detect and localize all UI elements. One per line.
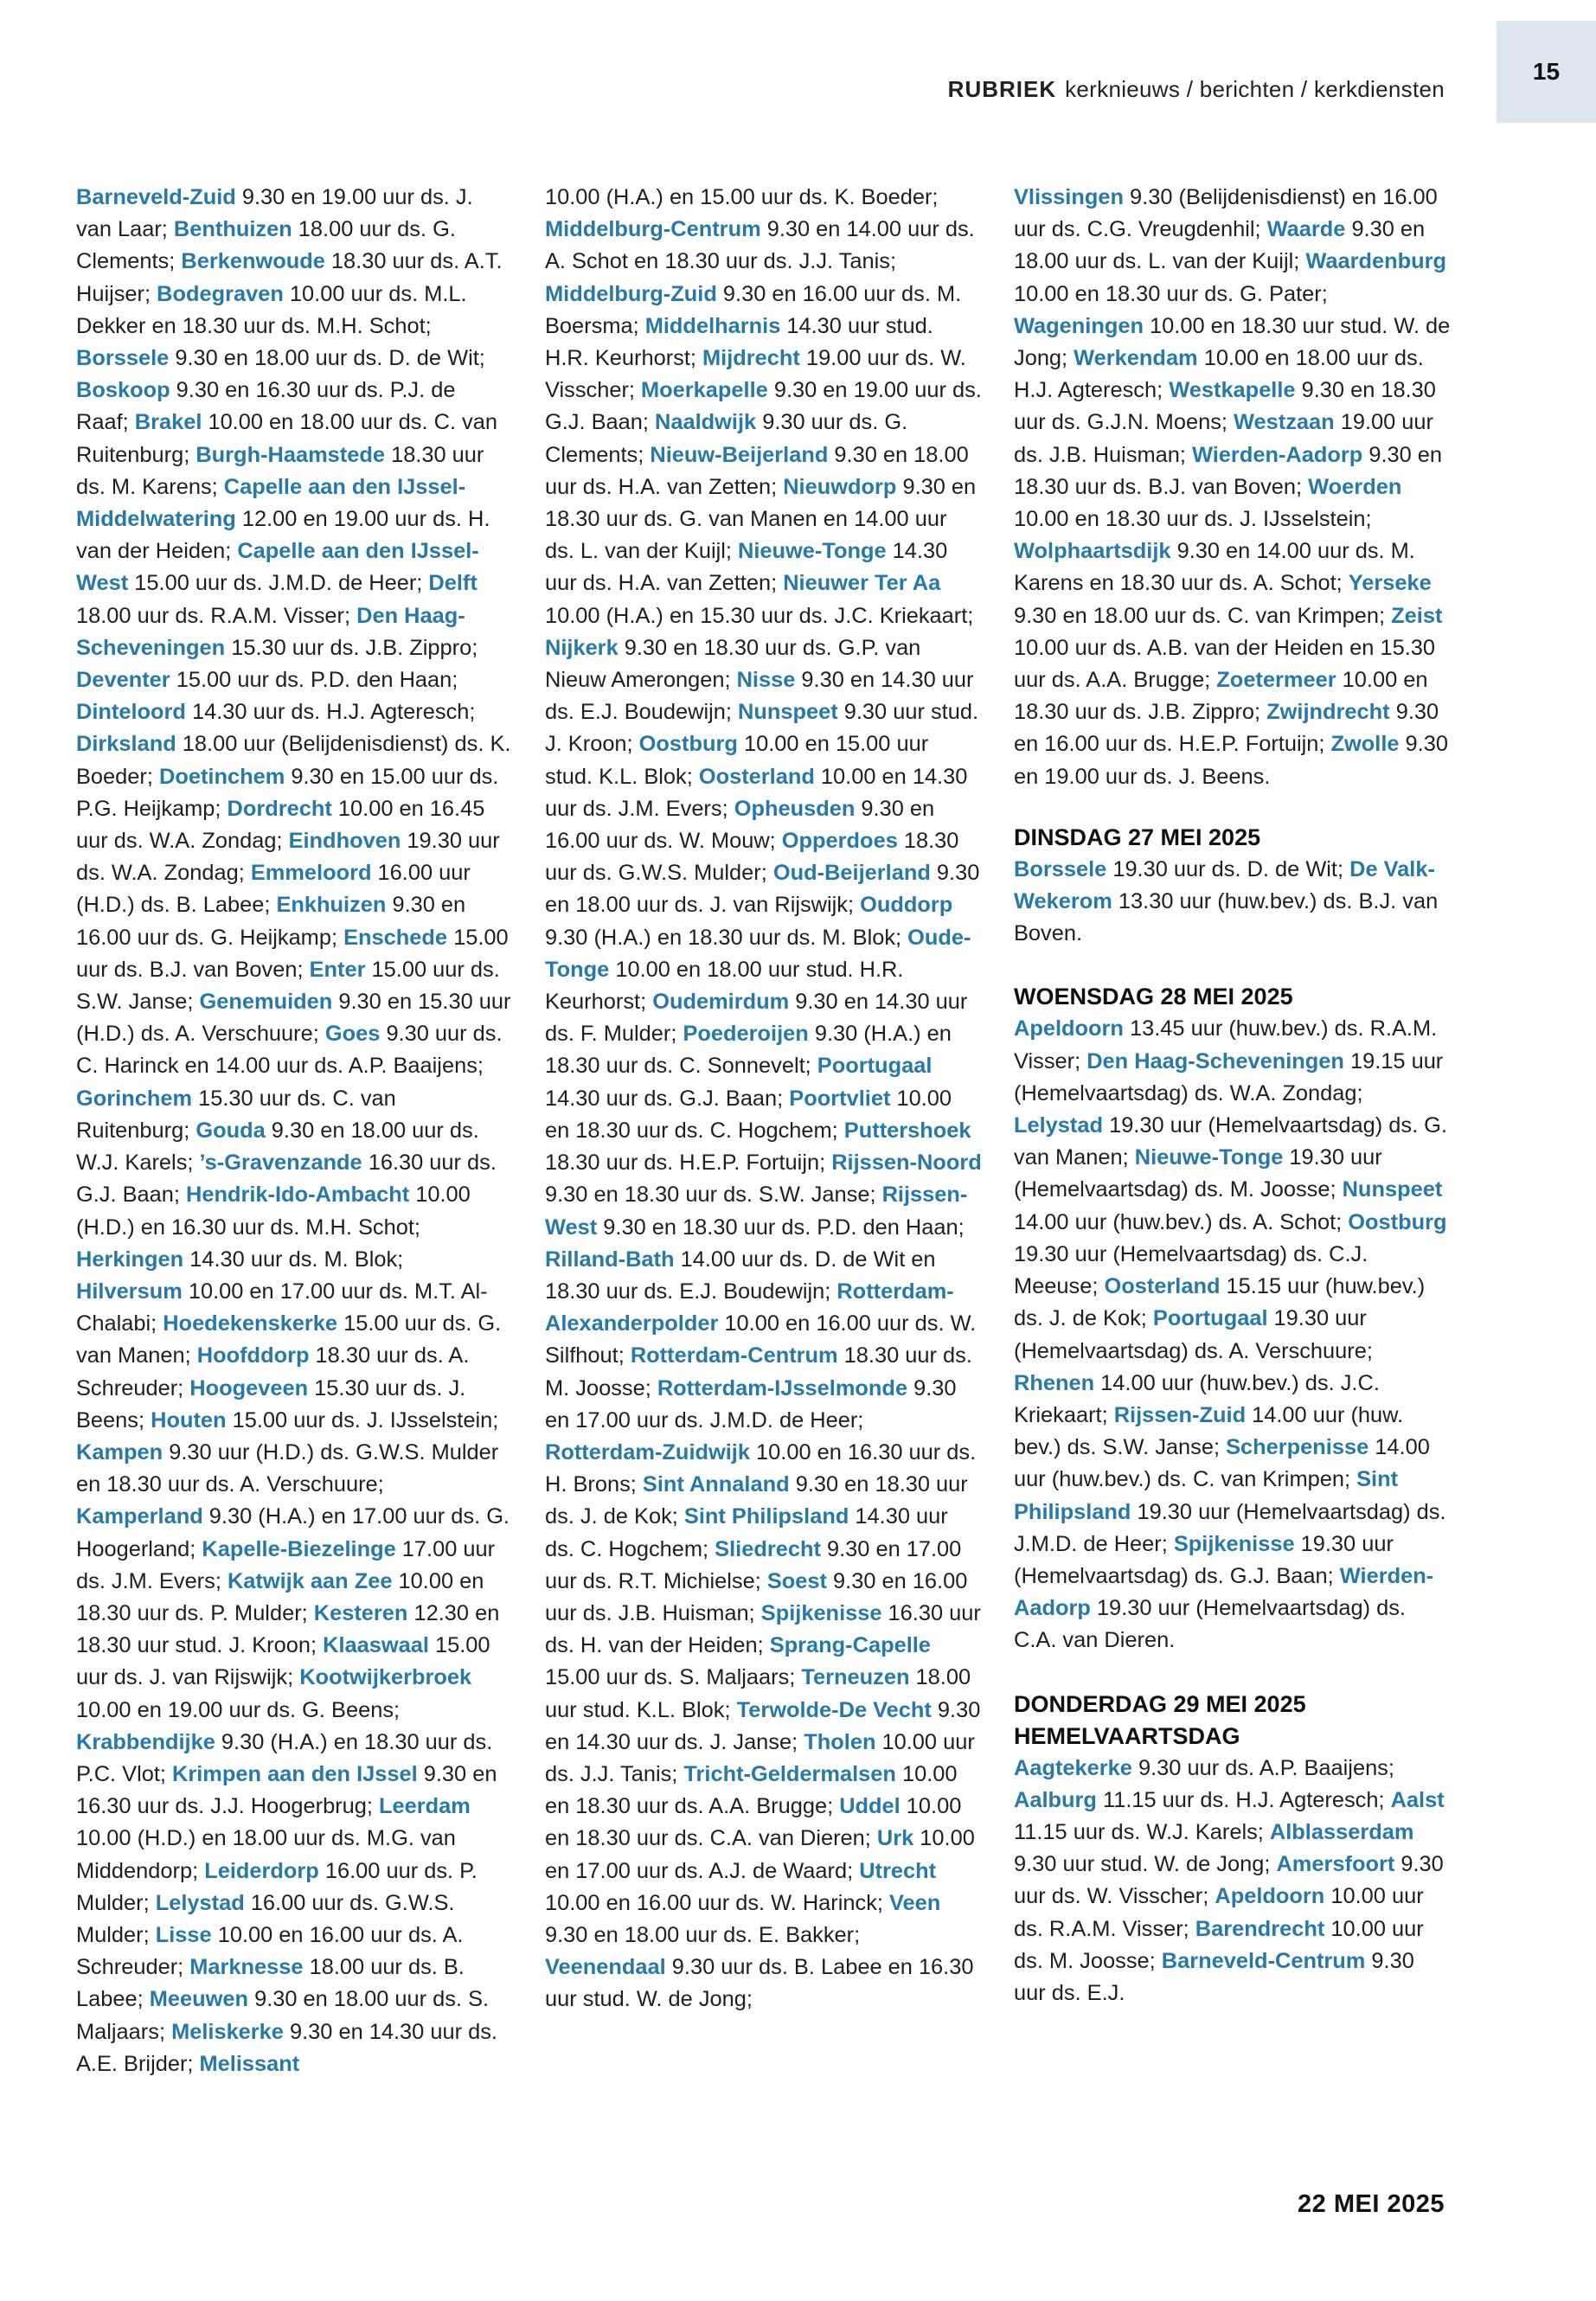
service-details: 9.30 (Belijdenisdienst) en 16.00 uur ds. C.G. Vreugdenhil; <box>1014 185 1438 242</box>
place-name: Kesteren <box>313 1600 408 1625</box>
place-name: Vlissingen <box>1014 185 1124 209</box>
place-name: Westkapelle <box>1169 378 1296 403</box>
service-details: 10.00 en 18.30 uur ds. A.A. Brugge; <box>545 1761 958 1819</box>
service-details: 9.30 en 18.00 uur ds. S. Maljaars; <box>76 1987 490 2044</box>
place-name: Gouda <box>195 1118 266 1143</box>
sunday-services-part2 <box>545 182 982 2016</box>
service-details: 10.00 en 18.30 uur ds. C. Hogchem; <box>545 1086 952 1143</box>
place-name: Poortugaal <box>817 1054 933 1079</box>
place-name: Wierden-Aadorp <box>1014 1563 1434 1621</box>
service-details: 10.00 uur ds. M.L. Dekker en 18.30 uur ds. M.H. Schot; <box>76 281 467 338</box>
service-details: 14.30 uur ds. C. Hogchem; <box>545 1504 948 1561</box>
place-name: Oosterland <box>698 764 815 789</box>
service-details: 9.30 en 16.30 uur ds. J.J. Hoogerbrug; <box>76 1761 497 1819</box>
place-name: Middelburg-Centrum <box>545 217 761 242</box>
place-name: Oud-Beijerland <box>772 861 931 886</box>
service-details: 18.30 uur ds. H.E.P. Fortuijn; <box>545 1150 832 1176</box>
service-details: 13.30 uur (huw.bev.) ds. B.J. van Boven. <box>1014 889 1439 946</box>
service-details: 10.00 en 18.30 uur stud. W. de Jong; <box>1014 313 1451 371</box>
place-name: Lelystad <box>1014 1113 1104 1138</box>
place-name: Alblasserdam <box>1269 1819 1414 1844</box>
place-name: Rotterdam-Centrum <box>630 1343 838 1368</box>
place-name: De Valk-Wekerom <box>1014 856 1435 914</box>
service-details: 9.30 en 15.30 uur (H.D.) ds. A. Verschuure; <box>76 990 511 1047</box>
service-details: 9.30 (H.A.) en 17.00 uur ds. G. Hoogerland; <box>76 1504 510 1561</box>
service-details: 9.30 uur ds. G. Clements; <box>545 410 908 467</box>
place-name: Urk <box>876 1826 914 1851</box>
place-name: Hilversum <box>76 1279 183 1304</box>
service-details: 9.30 en 15.00 uur ds. P.G. Heijkamp; <box>76 764 499 821</box>
place-name: Rotterdam-Zuidwijk <box>545 1439 750 1465</box>
place-name: Spijkenisse <box>1173 1531 1295 1556</box>
service-details: 19.15 uur (Hemelvaartsdag) ds. W.A. Zondag; <box>1014 1048 1444 1106</box>
service-details: 10.00 en 19.00 uur ds. G. Beens; <box>76 1697 401 1722</box>
place-name: Poortvliet <box>789 1086 891 1111</box>
service-details: 9.30 en 17.00 uur ds. J.M.D. de Heer; <box>545 1375 957 1433</box>
place-name: Oude-Tonge <box>545 925 971 982</box>
service-details: 9.30 uur ds. A.P. Baaijens; <box>1131 1755 1394 1780</box>
place-name: Nijkerk <box>545 635 619 660</box>
place-name: Krabbendijke <box>76 1729 215 1754</box>
service-details: 9.30 en 18.30 uur ds. G. van Manen en 14.00 uur ds. L. van der Kuijl; <box>545 474 977 564</box>
service-details: 9.30 en 14.30 uur ds. A.E. Brijder; <box>76 2019 497 2076</box>
place-name: Den Haag-Scheveningen <box>76 603 465 660</box>
place-name: Meliskerke <box>171 2019 284 2044</box>
place-name: Nisse <box>736 668 796 693</box>
place-name: Utrecht <box>859 1858 937 1883</box>
column-3 <box>1014 182 1451 2009</box>
place-name: Apeldoorn <box>1215 1884 1325 1909</box>
place-name: Terneuzen <box>801 1665 910 1690</box>
rubriek-label: RUBRIEK <box>947 76 1057 102</box>
service-details: 10.00 en 18.30 uur ds. J. IJsselstein; <box>1014 507 1372 532</box>
place-name: Dirksland <box>76 732 176 757</box>
place-name: Herkingen <box>76 1247 184 1272</box>
service-details: 19.30 uur ds. W.A. Zondag; <box>76 829 500 886</box>
place-name: Sint Philipsland <box>683 1504 849 1529</box>
service-details: 9.30 en 18.00 uur ds. H.A. van Zetten; <box>545 442 969 499</box>
place-name: Rijssen-West <box>545 1183 968 1240</box>
service-details: 19.30 uur (Hemelvaartsdag) ds. G.J. Baan; <box>1014 1531 1394 1588</box>
place-name: Goes <box>324 1022 381 1047</box>
place-name: Meeuwen <box>149 1987 249 2012</box>
place-name: Capelle aan den IJssel-West <box>76 539 479 596</box>
service-details: 13.45 uur (huw.bev.) ds. R.A.M. Visser; <box>1014 1016 1438 1074</box>
sunday-services-part1 <box>76 182 513 2080</box>
service-details: 10.00 (H.D.) en 16.30 uur ds. M.H. Schot; <box>76 1183 471 1240</box>
place-name: Opheusden <box>734 796 856 821</box>
place-name: Rijssen-Zuid <box>1113 1402 1247 1427</box>
place-name: Wolphaartsdijk <box>1014 539 1171 564</box>
service-details: 16.00 uur (H.D.) ds. B. Labee; <box>76 861 471 918</box>
service-details: 9.30 en 14.30 uur ds. F. Mulder; <box>545 990 968 1047</box>
place-name: Tholen <box>804 1729 876 1754</box>
service-details: 9.30 en 18.30 uur ds. B.J. van Boven; <box>1014 442 1443 499</box>
service-details: 9.30 en 18.30 uur ds. G.J.N. Moens; <box>1014 378 1436 435</box>
service-details: 10.00 en 16.45 uur ds. W.A. Zondag; <box>76 796 485 854</box>
service-details: 9.30 en 16.00 uur ds. G. Heijkamp; <box>76 893 466 950</box>
day-heading-wednesday: WOENSDAG 28 MEI 2025 <box>1014 984 1293 1010</box>
service-details: 10.00 (H.A.) en 15.30 uur ds. J.C. Kriekaart; <box>545 603 974 628</box>
page-number: 15 <box>1532 58 1561 85</box>
place-name: Delft <box>428 571 478 596</box>
service-details: 9.30 en 18.00 uur ds. D. de Wit; <box>169 346 485 371</box>
service-details: 9.30 en 16.00 uur ds. H.E.P. Fortuijn; <box>1014 700 1439 757</box>
place-name: Enschede <box>343 925 448 950</box>
service-details: 14.00 uur (huw.bev.) ds. C. van Krimpen; <box>1014 1435 1430 1492</box>
service-details: 10.00 en 16.00 uur ds. A. Schreuder; <box>76 1922 464 1980</box>
service-details: 19.00 uur ds. J.B. Huisman; <box>1014 410 1434 467</box>
place-name: Kapelle-Biezelinge <box>202 1536 396 1561</box>
service-details: 18.00 uur stud. K.L. Blok; <box>545 1665 971 1722</box>
place-name: Enter <box>309 957 366 982</box>
service-details: 14.30 uur ds. G.J. Baan; <box>545 1086 790 1111</box>
service-details: 14.30 uur stud. H.R. Keurhorst; <box>545 313 933 371</box>
place-name: Berkenwoude <box>181 249 325 274</box>
service-details: 9.30 en 16.00 uur ds. M. Boersma; <box>545 281 962 338</box>
place-name: Genemuiden <box>199 990 333 1015</box>
place-name: Aalburg <box>1014 1787 1097 1812</box>
service-details: 14.30 uur ds. H.J. Agteresch; <box>185 700 476 725</box>
service-details: 9.30 en 19.00 uur ds. J. Beens. <box>1014 732 1448 789</box>
service-details: 9.30 uur stud. W. de Jong; <box>1014 1852 1277 1877</box>
day-heading-tuesday: DINSDAG 27 MEI 2025 <box>1014 824 1261 850</box>
service-details: 9.30 en 14.00 uur ds. M. Karens en 18.30 uur ds. A. Schot; <box>1014 539 1415 596</box>
service-details: 9.30 en 14.30 uur ds. E.J. Boudewijn; <box>545 668 974 725</box>
place-name: Leerdam <box>379 1794 471 1819</box>
service-details: 15.00 uur ds. J. van Rijswijk; <box>76 1633 490 1690</box>
place-name: Marknesse <box>189 1955 304 1980</box>
place-name: Katwijk aan Zee <box>227 1568 393 1593</box>
column-1 <box>76 182 513 2080</box>
place-name: Naaldwijk <box>655 410 757 435</box>
place-name: Poortugaal <box>1152 1306 1268 1331</box>
place-name: Rotterdam-IJsselmonde <box>657 1375 908 1400</box>
service-details: 11.15 uur ds. W.J. Karels; <box>1014 1819 1270 1844</box>
service-details: 9.30 en 19.00 uur ds. G.J. Baan; <box>545 378 982 435</box>
service-details: 15.00 uur ds. S.W. Janse; <box>76 957 500 1015</box>
service-details: 18.00 uur ds. R.A.M. Visser; <box>76 603 357 628</box>
service-details: 19.30 uur (Hemelvaartsdag) ds. J.M.D. de Heer; <box>1014 1499 1446 1556</box>
place-name: Veen <box>889 1890 941 1915</box>
place-name: Nieuwe-Tonge <box>1134 1145 1284 1170</box>
place-name: Eindhoven <box>288 829 401 854</box>
place-name: Nieuwdorp <box>783 474 897 499</box>
service-details: 9.30 en 16.00 uur ds. W. Mouw; <box>545 796 935 854</box>
place-name: Bodegraven <box>157 281 284 306</box>
service-details: 10.00 (H.A.) en 15.00 uur ds. K. Boeder; <box>545 185 939 209</box>
place-name: Wierden-Aadorp <box>1192 442 1363 467</box>
service-details: 18.00 uur ds. B. Labee; <box>76 1955 465 2012</box>
place-name: Middelburg-Zuid <box>545 281 717 306</box>
place-name: Sliedrecht <box>715 1536 821 1561</box>
service-details: 9.30 en 18.00 uur ds. J. van Rijswijk; <box>545 861 980 918</box>
service-details: 12.30 en 18.30 uur stud. J. Kroon; <box>76 1600 500 1658</box>
place-name: Ouddorp <box>860 893 953 918</box>
tuesday-services <box>1014 854 1451 951</box>
place-name: Den Haag-Scheveningen <box>1086 1048 1344 1074</box>
place-name: Oostburg <box>1348 1209 1447 1234</box>
place-name: Aalst <box>1390 1787 1445 1812</box>
service-details: 9.30 (H.A.) en 18.30 uur ds. C. Sonnevelt; <box>545 1022 952 1079</box>
service-details: 16.00 uur ds. G.W.S. Mulder; <box>76 1890 455 1947</box>
place-name: Lisse <box>155 1922 212 1947</box>
service-details: 10.00 en 17.00 uur ds. M.T. Al-Chalabi; <box>76 1279 488 1336</box>
service-details: 9.30 uur stud. J. Kroon; <box>545 700 979 757</box>
place-name: Klaaswaal <box>323 1633 429 1658</box>
place-name: Tricht-Geldermalsen <box>683 1761 896 1786</box>
place-name: Sprang-Capelle <box>769 1633 931 1658</box>
place-name: Capelle aan den IJssel-Middelwatering <box>76 474 466 532</box>
service-details: 11.15 uur ds. H.J. Agteresch; <box>1096 1787 1391 1812</box>
place-name: Spijkenisse <box>760 1600 882 1625</box>
service-details: 10.00 en 16.00 uur ds. W. Silfhout; <box>545 1311 977 1368</box>
service-details: 19.30 uur (Hemelvaartsdag) ds. M. Joosse; <box>1014 1145 1382 1202</box>
place-name: Emmeloord <box>250 861 372 886</box>
place-name: Brakel <box>134 410 202 435</box>
place-name: Sint Annaland <box>642 1472 790 1497</box>
service-details: 16.30 uur ds. G.J. Baan; <box>76 1150 497 1208</box>
service-details: 10.00 en 18.30 uur ds. P. Mulder; <box>76 1568 484 1625</box>
service-details: 15.30 uur ds. C. van Ruitenburg; <box>76 1086 396 1143</box>
service-details: 14.00 uur (huw.bev.) ds. J.C. Kriekaart; <box>1014 1370 1380 1427</box>
place-name: Hoofddorp <box>196 1343 310 1368</box>
day-heading-thursday <box>1014 1689 1451 1753</box>
service-details: 9.30 uur ds. C. Harinck en 14.00 uur ds. A.P. Baaijens; <box>76 1022 503 1079</box>
place-name: Waardenburg <box>1305 249 1447 274</box>
service-details: 18.00 uur ds. G. Clements; <box>76 217 456 274</box>
place-name: Oostburg <box>638 732 738 757</box>
place-name: Nieuwe-Tonge <box>738 539 887 564</box>
place-name: Apeldoorn <box>1014 1016 1124 1042</box>
service-details: 17.00 uur ds. J.M. Evers; <box>76 1536 496 1593</box>
service-details: 10.00 en 18.30 uur ds. C.A. van Dieren; <box>545 1794 962 1851</box>
service-details: 10.00 en 18.30 uur ds. J.B. Zippro; <box>1014 668 1428 725</box>
place-name: Sint Philipsland <box>1014 1467 1399 1524</box>
place-name: Leiderdorp <box>204 1858 319 1883</box>
service-details: 10.00 en 14.30 uur ds. J.M. Evers; <box>545 764 968 821</box>
place-name: Nieuwer Ter Aa <box>783 571 941 596</box>
service-details: 19.30 uur (Hemelvaartsdag) ds. C.J. Meeuse; <box>1014 1241 1368 1299</box>
service-details: 19.30 uur (Hemelvaartsdag) ds. G. van Manen; <box>1014 1113 1447 1170</box>
place-name: Boskoop <box>76 378 170 403</box>
place-name: Oudemirdum <box>652 990 790 1015</box>
service-details: 18.30 uur ds. M. Karens; <box>76 442 484 499</box>
service-details: 9.30 (H.A.) en 18.30 uur ds. P.C. Vlot; <box>76 1729 493 1786</box>
place-name: Barendrecht <box>1195 1916 1325 1941</box>
place-name: Borssele <box>76 346 170 371</box>
service-details: 12.00 en 19.00 uur ds. H. van der Heiden; <box>76 507 490 564</box>
service-details: 10.00 en 17.00 uur ds. A.J. de Waard; <box>545 1826 975 1883</box>
place-name: Hoogeveen <box>189 1375 309 1400</box>
service-details: 10.00 uur ds. M. Joosse; <box>1014 1916 1424 1973</box>
page-header <box>948 76 1445 103</box>
service-details: 18.00 uur (Belijdenisdienst) ds. K. Boeder; <box>76 732 511 789</box>
place-name: Melissant <box>199 2051 300 2076</box>
service-details: 15.00 uur ds. J.M.D. de Heer; <box>128 571 429 596</box>
service-details: 10.00 en 18.00 uur ds. H.J. Agteresch; <box>1014 346 1424 403</box>
service-details: 9.30 en 18.30 uur ds. P.D. den Haan; <box>597 1215 965 1240</box>
place-name: Zeist <box>1391 603 1443 628</box>
service-details: 10.00 uur ds. A.B. van der Heiden en 15.30 uur ds. A.A. Brugge; <box>1014 635 1435 693</box>
place-name: Terwolde-De Vecht <box>736 1697 932 1722</box>
service-details: 10.00 (H.D.) en 18.00 uur ds. M.G. van Middendorp; <box>76 1826 456 1883</box>
place-name: Scherpenisse <box>1226 1435 1369 1460</box>
service-details: 9.30 en 14.00 uur ds. A. Schot en 18.30 uur ds. J.J. Tanis; <box>545 217 975 274</box>
place-name: Dordrecht <box>227 796 332 821</box>
place-name: Barneveld-Zuid <box>76 185 236 209</box>
service-details: 14.30 uur ds. H.A. van Zetten; <box>545 539 948 596</box>
service-details: 15.30 uur ds. J.B. Zippro; <box>225 635 478 660</box>
place-name: Nieuw-Beijerland <box>650 442 829 467</box>
service-details: 15.00 uur ds. J. IJsselstein; <box>226 1407 499 1433</box>
service-details: 14.00 uur (huw.bev.) ds. A. Schot; <box>1014 1209 1349 1234</box>
place-name: Aagtekerke <box>1014 1755 1132 1780</box>
service-details: 15.30 uur ds. J. Beens; <box>76 1375 466 1433</box>
place-name: Westzaan <box>1234 410 1335 435</box>
service-details: 15.00 uur ds. P.D. den Haan; <box>170 668 458 693</box>
place-name: Burgh-Haamstede <box>195 442 386 467</box>
service-details: 9.30 en 17.00 uur ds. R.T. Michielse; <box>545 1536 962 1593</box>
place-name: Kamperland <box>76 1504 203 1529</box>
place-name: Middelharnis <box>644 313 781 338</box>
place-name: Zoetermeer <box>1216 668 1336 693</box>
place-name: Yerseke <box>1348 571 1432 596</box>
service-details: 15.00 uur ds. G. van Manen; <box>76 1311 502 1368</box>
service-details: 18.30 uur ds. G.W.S. Mulder; <box>545 829 959 886</box>
place-name: Amersfoort <box>1276 1852 1395 1877</box>
place-name: Rotterdam-Alexanderpolder <box>545 1279 954 1336</box>
column-2 <box>545 182 982 2016</box>
service-details: 18.30 uur ds. A. Schreuder; <box>76 1343 470 1400</box>
place-name: Rijssen-Noord <box>831 1150 982 1176</box>
place-name: Zwijndrecht <box>1266 700 1390 725</box>
service-details: 9.30 en 18.30 uur ds. J. de Kok; <box>545 1472 968 1529</box>
place-name: Wageningen <box>1014 313 1144 338</box>
service-details: 9.30 en 18.00 uur ds. W.J. Karels; <box>76 1118 479 1176</box>
service-details: 15.00 uur ds. B.J. van Boven; <box>76 925 509 982</box>
service-details: 10.00 uur ds. R.A.M. Visser; <box>1014 1884 1424 1941</box>
place-name: Hendrik-Ido-Ambacht <box>186 1183 410 1208</box>
place-name: Oosterland <box>1104 1274 1221 1299</box>
service-details: 10.00 uur ds. J.J. Tanis; <box>545 1729 975 1786</box>
service-details: 10.00 en 16.30 uur ds. H. Brons; <box>545 1439 977 1497</box>
place-name: Opperdoes <box>781 829 898 854</box>
place-name: Barneveld-Centrum <box>1161 1948 1366 1973</box>
place-name: Enkhuizen <box>276 893 387 918</box>
service-details: 14.00 uur (huw. bev.) ds. S.W. Janse; <box>1014 1402 1404 1460</box>
rubriek-subtitle: kerknieuws / berichten / kerkdiensten <box>1065 76 1445 102</box>
service-details: 9.30 en 18.00 uur ds. L. van der Kuijl; <box>1014 217 1426 274</box>
place-name: Gorinchem <box>76 1086 193 1111</box>
place-name: Woerden <box>1308 474 1402 499</box>
page-number-tab <box>1497 21 1596 123</box>
place-name: Zwolle <box>1330 732 1400 757</box>
service-details: 19.30 uur ds. D. de Wit; <box>1106 856 1350 881</box>
service-details: 9.30 uur (H.D.) ds. G.W.S. Mulder en 18.30 uur ds. A. Verschuure; <box>76 1439 499 1497</box>
place-name: Kampen <box>76 1439 163 1465</box>
wednesday-services <box>1014 1013 1451 1657</box>
service-details: 9.30 uur ds. E.J. <box>1014 1948 1414 2005</box>
place-name: Werkendam <box>1074 346 1198 371</box>
service-details: 18.30 uur ds. M. Joosse; <box>545 1343 972 1400</box>
service-details: 10.00 en 18.00 uur stud. H.R. Keurhorst; <box>545 957 904 1015</box>
place-name: Veenendaal <box>545 1955 666 1980</box>
place-name: Soest <box>766 1568 827 1593</box>
service-details: 9.30 en 18.30 uur ds. G.P. van Nieuw Amerongen; <box>545 635 921 693</box>
service-details: 9.30 en 14.30 uur ds. J. Janse; <box>545 1697 981 1754</box>
day-heading-thursday-name: HEMELVAARTSDAG <box>1014 1722 1240 1749</box>
service-details: 15.00 uur ds. S. Maljaars; <box>545 1665 802 1690</box>
place-name: Rilland-Bath <box>545 1247 675 1272</box>
place-name: Lelystad <box>155 1890 245 1915</box>
service-details: 9.30 en 16.30 uur ds. P.J. de Raaf; <box>76 378 456 435</box>
place-name: Deventer <box>76 668 170 693</box>
place-name: Mijdrecht <box>702 346 800 371</box>
service-details: 10.00 en 15.00 uur stud. K.L. Blok; <box>545 732 929 789</box>
place-name: Dinteloord <box>76 700 186 725</box>
service-details: 9.30 uur ds. B. Labee en 16.30 uur stud. W. de Jong; <box>545 1955 974 2012</box>
service-details: 16.00 uur ds. P. Mulder; <box>76 1858 478 1915</box>
place-name: Rhenen <box>1014 1370 1095 1395</box>
service-details: 15.15 uur (huw.bev.) ds. J. de Kok; <box>1014 1274 1426 1331</box>
place-name: Nunspeet <box>1342 1177 1443 1202</box>
place-name: Uddel <box>839 1794 901 1819</box>
place-name: Moerkapelle <box>641 378 768 403</box>
service-details: 10.00 en 16.00 uur ds. W. Harinck; <box>545 1890 890 1915</box>
place-name: Houten <box>151 1407 227 1433</box>
sunday-services-part3 <box>1014 182 1451 793</box>
service-details: 14.30 uur ds. M. Blok; <box>183 1247 404 1272</box>
service-details: 9.30 en 18.00 uur ds. E. Bakker; <box>545 1922 861 1947</box>
service-details: 10.00 en 18.00 uur ds. C. van Ruitenburg; <box>76 410 497 467</box>
service-details: 19.30 uur (Hemelvaartsdag) ds. C.A. van Dieren. <box>1014 1596 1406 1653</box>
thursday-services <box>1014 1753 1451 2010</box>
place-name: Kootwijkerbroek <box>299 1665 472 1690</box>
service-details: 9.30 en 18.30 uur ds. S.W. Janse; <box>545 1183 882 1208</box>
place-name: Krimpen aan den IJssel <box>172 1761 418 1786</box>
place-name: Nunspeet <box>738 700 838 725</box>
service-details: 9.30 (H.A.) en 18.30 uur ds. M. Blok; <box>545 925 908 950</box>
place-name: ’s-Gravenzande <box>199 1150 362 1176</box>
footer-date: 22 MEI 2025 <box>1298 2190 1445 2218</box>
place-name: Poederoijen <box>683 1022 809 1047</box>
place-name: Benthuizen <box>173 217 292 242</box>
service-details: 18.30 uur ds. A.T. Huijser; <box>76 249 503 306</box>
service-details: 9.30 en 16.00 uur ds. J.B. Huisman; <box>545 1568 968 1625</box>
place-name: Doetinchem <box>158 764 285 789</box>
place-name: Hoedekenskerke <box>163 1311 338 1336</box>
service-details: 9.30 en 18.00 uur ds. C. van Krimpen; <box>1014 603 1392 628</box>
service-details: 10.00 en 18.30 uur ds. G. Pater; <box>1014 281 1328 306</box>
day-heading-thursday-date: DONDERDAG 29 MEI 2025 <box>1014 1690 1306 1717</box>
service-details: 9.30 en 19.00 uur ds. J. van Laar; <box>76 185 473 242</box>
service-details: 14.00 uur ds. D. de Wit en 18.30 uur ds. E.J. Boudewijn; <box>545 1247 936 1304</box>
service-details: 19.00 uur ds. W. Visscher; <box>545 346 966 403</box>
service-details: 9.30 uur ds. W. Visscher; <box>1014 1852 1444 1909</box>
place-name: Borssele <box>1014 856 1107 881</box>
service-details: 19.30 uur (Hemelvaartsdag) ds. A. Verschuure; <box>1014 1306 1373 1363</box>
service-details: 16.30 uur ds. H. van der Heiden; <box>545 1600 981 1658</box>
place-name: Puttershoek <box>843 1118 971 1143</box>
place-name: Waarde <box>1266 217 1346 242</box>
